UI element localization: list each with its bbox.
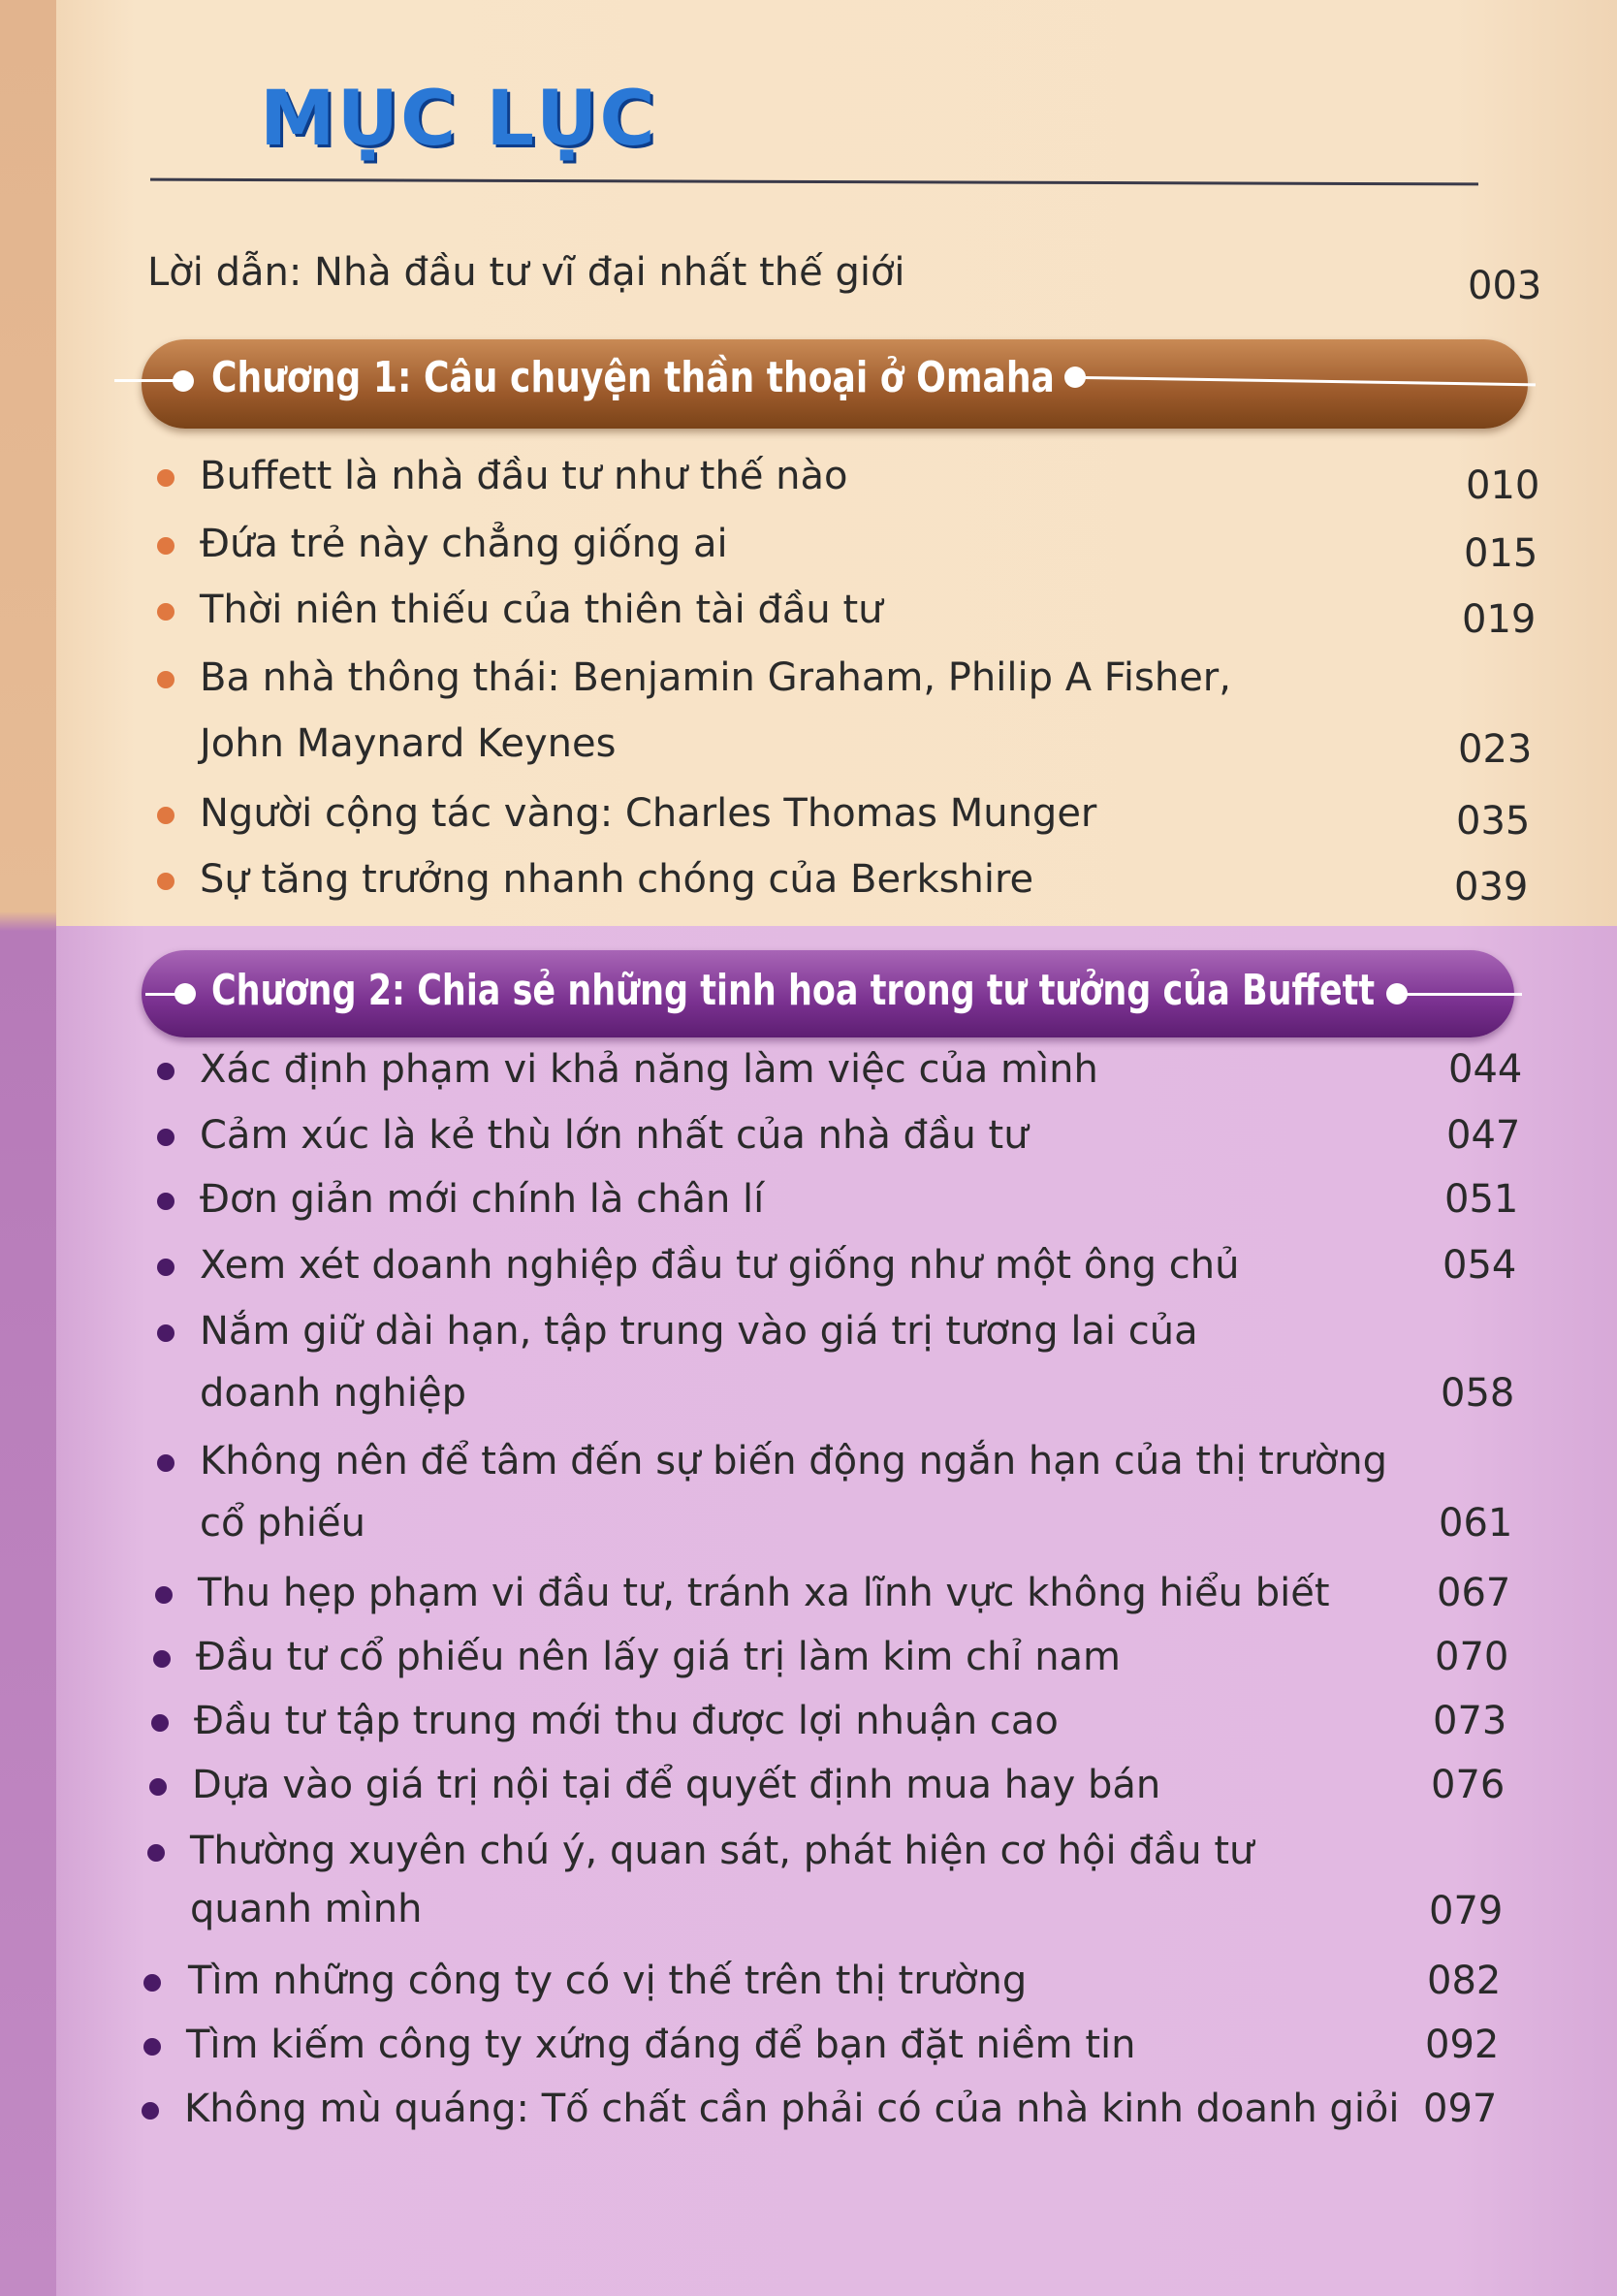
bullet-icon <box>157 469 174 487</box>
bullet-icon <box>157 807 174 824</box>
toc-item[interactable] <box>0 516 1617 574</box>
toc-item[interactable] <box>0 1693 1617 1751</box>
toc-item[interactable] <box>0 785 1617 844</box>
banner-dot-left <box>174 983 196 1004</box>
toc-item-title: Tìm kiếm công ty xứng đáng để bạn đặt niềm tin <box>186 2023 1136 2067</box>
toc-item[interactable] <box>0 1433 1617 1559</box>
toc-item-title: Thu hẹp phạm vi đầu tư, tránh xa lĩnh vực không hiểu biết <box>198 1571 1330 1615</box>
toc-item[interactable] <box>0 448 1617 506</box>
toc-item-page: 019 <box>1462 597 1537 642</box>
toc-item[interactable] <box>0 2017 1617 2075</box>
toc-item-page: 076 <box>1431 1763 1506 1807</box>
toc-item[interactable] <box>0 851 1617 909</box>
toc-item[interactable] <box>0 582 1617 640</box>
bullet-icon <box>157 603 174 621</box>
toc-item-title: Không nên để tâm đến sự biến động ngắn hạn của thị trường <box>200 1439 1387 1483</box>
bullet-icon <box>153 1650 171 1668</box>
chapter-1-heading: Chương 1: Câu chuyện thần thoại ở Omaha <box>211 353 1055 402</box>
toc-item-page: 082 <box>1427 1959 1502 2003</box>
toc-item-title-continued: cổ phiếu <box>200 1501 365 1546</box>
bullet-icon <box>157 1259 174 1276</box>
bullet-icon <box>143 1974 161 1992</box>
toc-item[interactable] <box>0 1107 1617 1165</box>
toc-item[interactable] <box>0 1953 1617 2011</box>
toc-item[interactable] <box>0 1565 1617 1623</box>
toc-item-title: Ba nhà thông thái: Benjamin Graham, Philip A Fisher, <box>200 655 1231 700</box>
bullet-icon <box>157 1193 174 1210</box>
toc-item-page: 092 <box>1425 2023 1500 2067</box>
banner-dot-right <box>1386 983 1408 1004</box>
page-title: MỤC LỤC <box>260 76 657 163</box>
toc-item-title: Đầu tư tập trung mới thu được lợi nhuận cao <box>194 1699 1059 1743</box>
toc-item-title-continued: quanh mình <box>190 1887 423 1931</box>
toc-item-page: 054 <box>1443 1243 1517 1288</box>
bullet-icon <box>149 1778 167 1796</box>
toc-item-title: Nắm giữ dài hạn, tập trung vào giá trị tương lai của <box>200 1309 1198 1354</box>
toc-item-page: 015 <box>1464 531 1538 576</box>
banner-line-right <box>1406 993 1522 996</box>
toc-item-title: Không mù quáng: Tố chất cần phải có của nhà kinh doanh giỏi <box>184 2087 1400 2131</box>
toc-item[interactable] <box>0 650 1617 776</box>
bullet-icon <box>157 671 174 688</box>
toc-item-title: Thường xuyên chú ý, quan sát, phát hiện cơ hội đầu tư <box>190 1829 1254 1873</box>
toc-item-title: Đầu tư cổ phiếu nên lấy giá trị làm kim chỉ nam <box>196 1635 1122 1679</box>
toc-item-title: Người cộng tác vàng: Charles Thomas Munger <box>200 791 1097 836</box>
toc-item-title: Buffett là nhà đầu tư như thế nào <box>200 454 848 498</box>
toc-item-page: 058 <box>1441 1371 1515 1416</box>
toc-item-title: Dựa vào giá trị nội tại để quyết định mua hay bán <box>192 1763 1161 1807</box>
bullet-icon <box>155 1586 173 1604</box>
bullet-icon <box>157 1454 174 1472</box>
banner-dot-left <box>173 370 194 392</box>
bullet-icon <box>157 1324 174 1342</box>
toc-item-page: 039 <box>1454 865 1529 909</box>
bullet-icon <box>157 537 174 555</box>
toc-item-title: Tìm những công ty có vị thế trên thị trường <box>188 1959 1028 2003</box>
toc-intro-page: 003 <box>1468 264 1542 308</box>
toc-item[interactable] <box>0 1757 1617 1815</box>
toc-item[interactable] <box>0 1041 1617 1100</box>
toc-item-title-continued: doanh nghiệp <box>200 1371 466 1416</box>
toc-item-title: Sự tăng trưởng nhanh chóng của Berkshire <box>200 857 1034 902</box>
toc-item-page: 073 <box>1433 1699 1507 1743</box>
toc-item-title: Đứa trẻ này chẳng giống ai <box>200 522 728 566</box>
toc-item[interactable] <box>0 1237 1617 1295</box>
toc-item-title: Cảm xúc là kẻ thù lớn nhất của nhà đầu tư <box>200 1113 1029 1158</box>
bullet-icon <box>157 873 174 890</box>
bullet-icon <box>157 1129 174 1146</box>
toc-item[interactable] <box>0 1171 1617 1229</box>
toc-intro-row[interactable] <box>0 244 1617 308</box>
toc-item-title: Thời niên thiếu của thiên tài đầu tư <box>200 588 883 632</box>
toc-item[interactable] <box>0 1823 1617 1949</box>
toc-item-title: Đơn giản mới chính là chân lí <box>200 1177 765 1222</box>
toc-item-title: Xem xét doanh nghiệp đầu tư giống như một ông chủ <box>200 1243 1240 1288</box>
toc-item-page: 051 <box>1444 1177 1519 1222</box>
toc-intro-label: Lời dẫn: Nhà đầu tư vĩ đại nhất thế giới <box>147 250 905 295</box>
toc-item[interactable] <box>0 1629 1617 1687</box>
toc-item-page: 023 <box>1458 727 1533 772</box>
toc-item-title-continued: John Maynard Keynes <box>200 721 617 766</box>
toc-item-page: 070 <box>1435 1635 1509 1679</box>
bullet-icon <box>143 2038 161 2056</box>
bullet-icon <box>157 1063 174 1080</box>
toc-item-page: 097 <box>1423 2087 1498 2131</box>
toc-item-page: 035 <box>1456 799 1531 844</box>
toc-item-page: 047 <box>1446 1113 1521 1158</box>
toc-item-page: 061 <box>1439 1501 1513 1546</box>
bullet-icon <box>142 2102 159 2120</box>
toc-item-page: 010 <box>1466 463 1540 508</box>
toc-item-page: 067 <box>1437 1571 1511 1615</box>
toc-item-title: Xác định phạm vi khả năng làm việc của mình <box>200 1047 1098 1092</box>
bullet-icon <box>147 1844 165 1862</box>
chapter-2-heading: Chương 2: Chia sẻ những tinh hoa trong tư tưởng của Buffett <box>211 966 1376 1015</box>
toc-item-page: 044 <box>1448 1047 1523 1092</box>
bullet-icon <box>151 1714 169 1732</box>
toc-item[interactable] <box>0 2081 1617 2139</box>
toc-item-page: 079 <box>1429 1889 1504 1933</box>
banner-dot-right <box>1064 367 1086 388</box>
toc-item[interactable] <box>0 1303 1617 1429</box>
